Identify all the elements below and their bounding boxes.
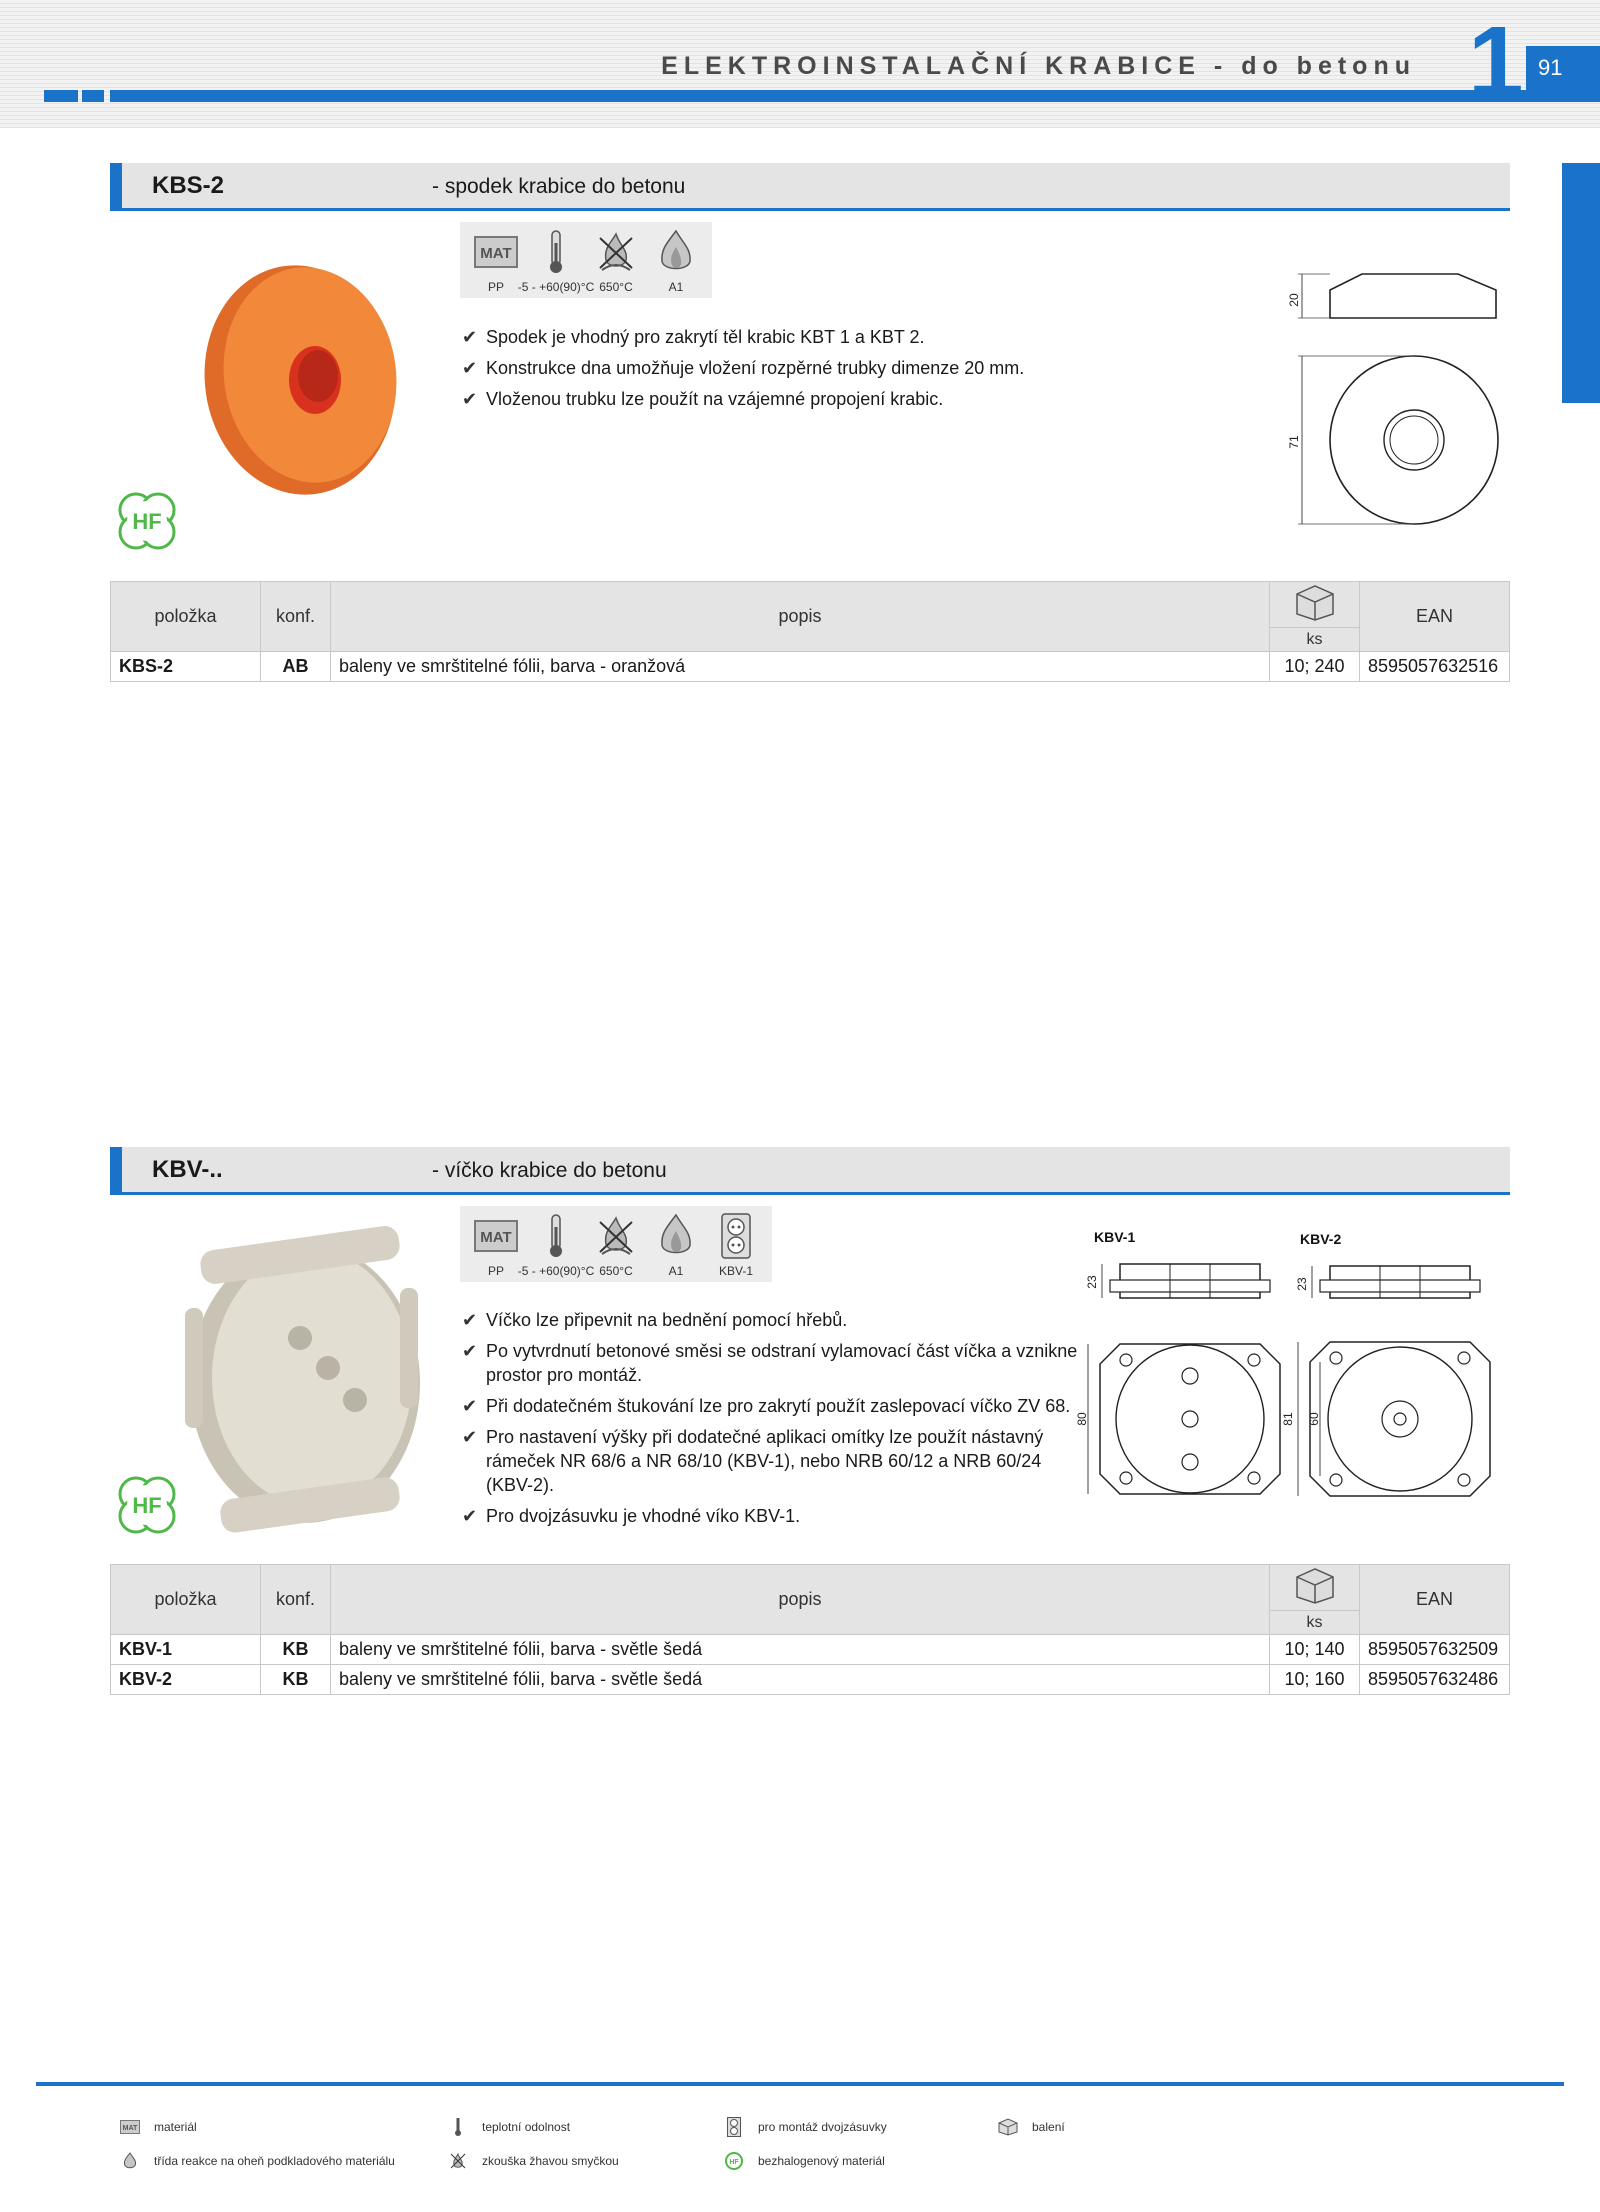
col-header-qty: ks [1270,1611,1360,1635]
col-header-desc: popis [331,582,1270,652]
feature-list-kbv [462,1308,1082,1535]
svg-text:81: 81 [1281,1412,1295,1426]
header-line [110,90,1600,102]
check-icon: ✔ [462,1506,478,1526]
hf-badge [114,1472,180,1538]
svg-text:MAT: MAT [480,245,512,262]
mat-icon: MAT PP [466,1210,526,1282]
col-header-conf: konf. [261,1565,331,1635]
flame-icon [118,2152,142,2170]
svg-text:HF: HF [132,1493,162,1518]
section-bar-kbs2 [110,163,1510,211]
check-icon: ✔ [462,1341,478,1361]
flame-icon: A1 [646,226,706,298]
list-item: ✔ Po vytvrdnutí betonové směsi se odstraní vylamovací část víčka a vznikne prostor pro montáž. [462,1341,1078,1385]
header-square [60,90,78,102]
svg-text:KBV-2: KBV-2 [1300,1231,1342,1247]
feature-list-kbs2 [462,325,1062,418]
section-description: - víčko krabice do betonu [432,1159,667,1182]
list-item: ✔ Konstrukce dna umožňuje vložení rozpěrné trubky dimenze 20 mm. [462,358,1025,378]
glow-wire-icon: 650°C [586,226,646,298]
list-item: ✔ Vloženou trubku lze použít na vzájemné propojení krabic. [462,389,944,409]
product-table-kbs2 [110,581,1510,682]
col-header-item: položka [111,1565,261,1635]
product-image-kbv [180,1218,430,1538]
svg-text:KBV-1: KBV-1 [1094,1229,1136,1245]
page-title: ELEKTROINSTALAČNÍ KRABICE - do betonu [661,52,1416,80]
box-icon [1270,582,1360,628]
svg-text:80: 80 [1075,1412,1089,1426]
legend-item: MAT materiál [118,2118,197,2136]
list-item: ✔ Pro nastavení výšky při dodatečné aplikaci omítky lze použít nástavný rámeček NR 68/6 a NR 68/10 (KBV-1), nebo NRB 60/12 a NRB 60/24 (KBV-2). [462,1427,1044,1495]
chapter-number: 1 [1468,6,1524,118]
technical-drawing-kbs2 [1280,258,1510,536]
svg-text:23: 23 [1295,1277,1309,1291]
list-item: ✔ Pro dvojzásuvku je vhodné víko KBV-1. [462,1506,801,1526]
box-icon [1270,1565,1360,1611]
glow-wire-icon [446,2152,470,2170]
col-header-item: položka [111,582,261,652]
thermometer-icon: -5 - +60(90)°C [526,1210,586,1282]
col-header-ean: EAN [1360,1565,1510,1635]
list-item: ✔ Víčko lze připevnit na bednění pomocí hřebů. [462,1310,848,1330]
svg-text:MAT: MAT [480,1229,512,1246]
double-socket-icon [722,2118,746,2136]
col-header-qty: ks [1270,628,1360,652]
table-row: KBV-2 KB baleny ve smrštitelné fólii, barva - světle šedá 10; 160 8595057632486 [111,1665,1510,1695]
list-item: ✔ Při dodatečném štukování lze pro zakrytí použít zaslepovací víčko ZV 68. [462,1396,1071,1416]
col-header-ean: EAN [1360,582,1510,652]
thermometer-icon: -5 - +60(90)°C [526,226,586,298]
legend-item: zkouška žhavou smyčkou [446,2152,619,2170]
svg-text:MAT: MAT [122,2125,138,2132]
hf-badge [114,488,180,554]
product-table-kbv [110,1564,1510,1695]
chapter-side-tab [1562,163,1600,403]
table-row: KBV-1 KB baleny ve smrštitelné fólii, barva - světle šedá 10; 140 8595057632509 [111,1635,1510,1665]
svg-text:60: 60 [1307,1412,1321,1426]
hf-icon [722,2152,746,2170]
section-code: KBS-2 [152,172,225,199]
mat-icon: MAT PP [466,226,526,298]
list-item: ✔ Spodek je vhodný pro zakrytí těl krabic KBT 1 a KBT 2. [462,327,925,347]
flame-icon: A1 [646,1210,706,1282]
check-icon: ✔ [462,1427,478,1447]
legend-item: teplotní odolnost [446,2118,570,2136]
page-number: 91 [1526,46,1600,90]
svg-text:HF: HF [132,509,162,534]
product-image-kbs2 [180,260,400,500]
property-icons [460,222,712,298]
legend-item: HF bezhalogenový materiál [722,2152,885,2170]
check-icon: ✔ [462,327,478,347]
legend-item: třída reakce na oheň podkladového materiálu [118,2152,395,2170]
check-icon: ✔ [462,1310,478,1330]
footer-line [36,2082,1564,2086]
glow-wire-icon: 650°C [586,1210,646,1282]
svg-text:HF: HF [729,2159,739,2166]
svg-text:71: 71 [1287,435,1301,449]
check-icon: ✔ [462,1396,478,1416]
check-icon: ✔ [462,389,478,409]
col-header-conf: konf. [261,582,331,652]
section-description: - spodek krabice do betonu [432,175,686,198]
technical-drawing-kbv [1075,1224,1510,1514]
section-code: KBV-.. [152,1156,223,1183]
legend-item: balení [996,2118,1065,2136]
table-row: KBS-2 AB baleny ve smrštitelné fólii, barva - oranžová 10; 240 8595057632516 [111,652,1510,682]
box-icon [996,2118,1020,2136]
mat-icon [118,2118,142,2136]
svg-text:20: 20 [1287,293,1301,307]
legend-item: pro montáž dvojzásuvky [722,2118,887,2136]
svg-text:23: 23 [1085,1275,1099,1289]
double-socket-icon: KBV-1 [706,1210,766,1282]
header-square [82,90,104,102]
thermometer-icon [446,2118,470,2136]
section-bar-kbv [110,1147,1510,1195]
property-icons [460,1206,772,1282]
check-icon: ✔ [462,358,478,378]
col-header-desc: popis [331,1565,1270,1635]
